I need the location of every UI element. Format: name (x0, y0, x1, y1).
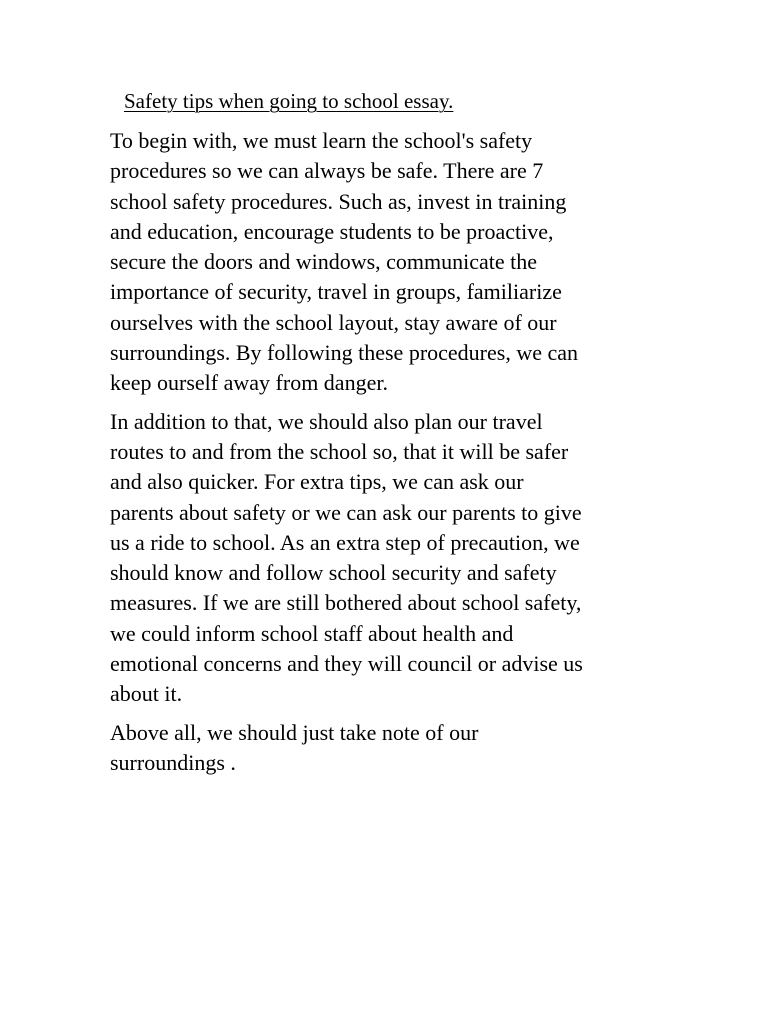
paragraph-line: we could inform school staff about health and (110, 620, 514, 646)
paragraph-line: and also quicker. For extra tips, we can ask our (110, 469, 524, 495)
paragraph-line: measures. If we are still bothered about school safety, (110, 590, 582, 616)
document-title: Safety tips when going to school essay. (124, 89, 454, 113)
paragraph-line: routes to and from the school so, that it will be safer (110, 438, 569, 464)
paragraph-line: In addition to that, we should also plan our travel (110, 408, 543, 434)
document-body (110, 126, 690, 786)
paragraph-line: To begin with, we must learn the school's safety (110, 128, 533, 153)
paragraph-line: secure the doors and windows, communicate the (110, 249, 538, 275)
paragraph-line: parents about safety or we can ask our parents to give (110, 499, 582, 525)
paragraph-3 (110, 718, 690, 779)
paragraph-2 (110, 407, 690, 710)
paragraph-line: emotional concerns and they will council or advise us (110, 651, 583, 677)
paragraph-line: procedures so we can always be safe. There are 7 (110, 158, 544, 184)
paragraph-line: school safety procedures. Such as, invest in training (110, 188, 567, 214)
paragraph-1 (110, 126, 690, 399)
paragraph-line: and education, encourage students to be proactive, (110, 218, 554, 244)
paragraph-line: Above all, we should just take note of our (110, 719, 479, 745)
paragraph-line: importance of security, travel in groups, familiarize (110, 279, 562, 305)
paragraph-line: surroundings . (110, 749, 236, 775)
paragraph-line: us a ride to school. As an extra step of precaution, we (110, 529, 580, 555)
paragraph-line: ourselves with the school layout, stay aware of our (110, 309, 557, 335)
paragraph-line: keep ourself away from danger. (110, 370, 388, 396)
paragraph-line: should know and follow school security and safety (110, 560, 557, 586)
paragraph-line: surroundings. By following these procedures, we can (110, 340, 579, 366)
paragraph-line: about it. (110, 681, 183, 707)
